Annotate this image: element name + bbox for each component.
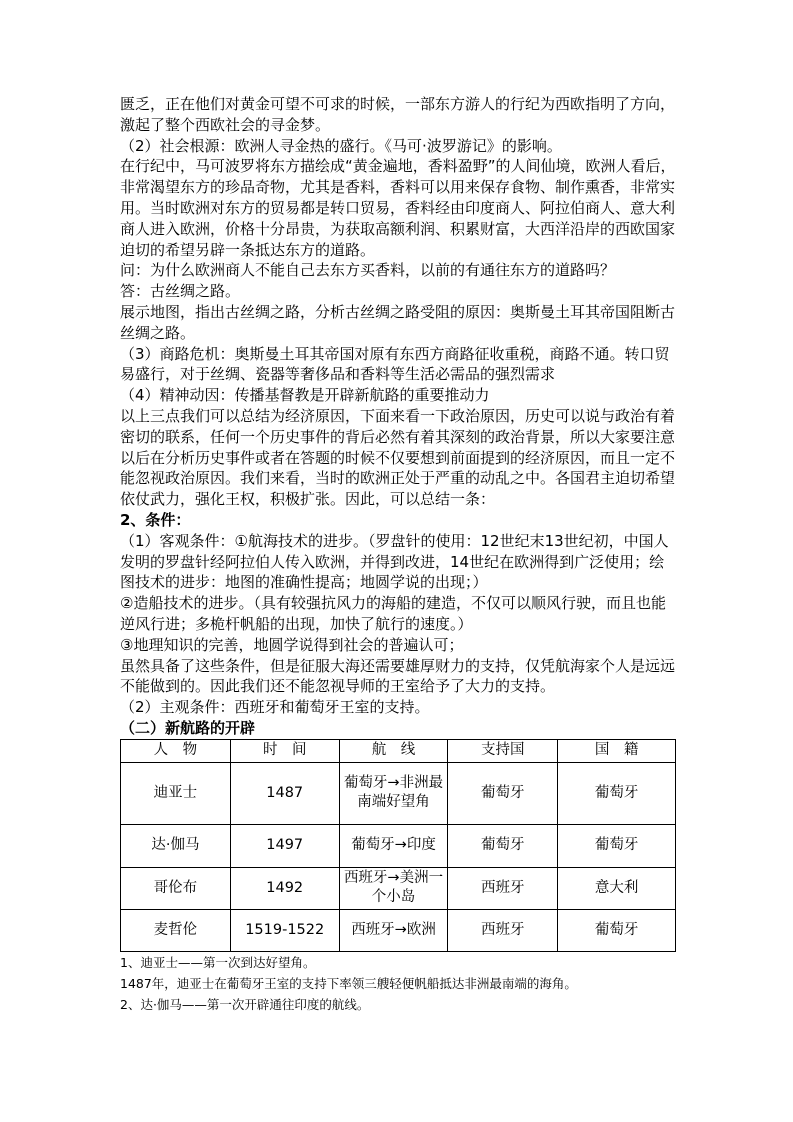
condition-paragraph: 虽然具备了这些条件，但是征服大海还需要雄厚财力的支持，仅凭航海家个人是远远不能做到的。因此我们还不能忽视导师的王室给予了大力的支持。 <box>120 656 676 696</box>
cell-nationality: 意大利 <box>558 867 676 909</box>
paragraph: 展示地图，指出古丝绸之路，分析古丝绸之路受阻的原因：奥斯曼土耳其帝国阻断古丝绸之路。 <box>120 302 676 342</box>
note-line: 1487年，迪亚士在葡萄牙王室的支持下率领三艘轻便帆船抵达非洲最南端的海角。 <box>120 975 577 991</box>
paragraph: （4）精神动因：传播基督教是开辟新航路的重要推动力 <box>120 386 490 405</box>
cell-nationality: 葡萄牙 <box>558 909 676 951</box>
cell-person: 迪亚士 <box>121 762 231 824</box>
cell-route: 葡萄牙→印度 <box>339 824 448 867</box>
cell-nationality: 葡萄牙 <box>558 824 676 867</box>
header-nationality: 国 籍 <box>558 739 676 762</box>
paragraph: （3）商路危机：奥斯曼土耳其帝国对原有东西方商路征收重税，商路不通。转口贸易盛行，对于丝绸、瓷器等奢侈品和香料等生活必需品的强烈需求 <box>120 344 670 384</box>
answer-paragraph: 答：古丝绸之路。 <box>120 282 241 301</box>
paragraph: 在行纪中，马可波罗将东方描绘成“黄金遍地，香料盈野”的人间仙境，欧洲人看后，非常渴望东方的珍品奇物，尤其是香料，香料可以用来保存食物、制作熏香，非常实用。当时欧洲对东方的贸易都是转口贸易，香料经由印度商人、阿拉伯商人、意大利商人进入欧洲，价格十分昂贵，为获取高额利润、积累财富，大西洋沿岸的西欧国家迫切的希望另辟一条抵达东方的道路。 <box>120 157 676 259</box>
cell-person: 哥伦布 <box>121 867 231 909</box>
cell-sponsor: 葡萄牙 <box>448 824 558 867</box>
voyages-table <box>120 739 676 952</box>
cell-sponsor: 西班牙 <box>448 909 558 951</box>
cell-route: 西班牙→欧洲 <box>339 909 448 951</box>
cell-time: 1487 <box>230 762 339 824</box>
cell-time: 1519-1522 <box>230 909 339 951</box>
document-body <box>120 94 676 1015</box>
note-line: 2、达·伽马——第一次开辟通往印度的航线。 <box>120 996 370 1012</box>
note-line: 1、迪亚士——第一次到达好望角。 <box>120 954 316 970</box>
condition-paragraph: ③地理知识的完善，地圆学说得到社会的普遍认可； <box>120 635 464 654</box>
cell-person: 麦哲伦 <box>121 909 231 951</box>
header-route: 航 线 <box>339 739 448 762</box>
condition-paragraph: （2）主观条件：西班牙和葡萄牙王室的支持。 <box>120 698 430 717</box>
cell-route: 葡萄牙→非洲最南端好望角 <box>339 762 448 824</box>
cell-nationality: 葡萄牙 <box>558 762 676 824</box>
question-paragraph: 问：为什么欧洲商人不能自己去东方买香料，以前的有通往东方的道路吗？ <box>120 261 616 280</box>
cell-person: 达·伽马 <box>121 824 231 867</box>
condition-paragraph: ②造船技术的进步。（具有较强抗风力的海船的建造，不仅可以顺风行驶，而且也能逆风行进；多桅杆帆船的出现，加快了航行的速度。） <box>120 594 666 633</box>
cell-time: 1492 <box>230 867 339 909</box>
cell-time: 1497 <box>230 824 339 867</box>
paragraph: 以上三点我们可以总结为经济原因，下面来看一下政治原因，历史可以说与政治有着密切的联系，任何一个历史事件的背后必然有着其深刻的政治背景，所以大家要注意以后在分析历史事件或者在答题的时候不仅要想到前面提到的经济原因，而且一定不能忽视政治原因。我们来看，当时的欧洲正处于严重的动乱之中。各国君主迫切希望依仗武力，强化王权，积极扩张。因此，可以总结一条： <box>120 406 676 509</box>
cell-route: 西班牙→美洲一个小岛 <box>339 867 448 909</box>
conditions-heading: 2、条件： <box>120 510 191 529</box>
header-sponsor: 支持国 <box>448 739 558 762</box>
cell-sponsor: 葡萄牙 <box>448 762 558 824</box>
section-heading: （二）新航路的开辟 <box>120 718 256 737</box>
table-row <box>121 824 676 867</box>
table-row <box>121 867 676 909</box>
condition-paragraph: （1）客观条件：①航海技术的进步。（罗盘针的使用：12世纪末13世纪初，中国人发明的罗盘针经阿拉伯人传入欧洲，并得到改进，14世纪在欧洲得到广泛使用；绘图技术的进步：地图的准确性提高；地圆学说的出现；） <box>120 531 669 592</box>
table-row <box>121 909 676 951</box>
header-person: 人 物 <box>121 739 231 762</box>
table-header-row <box>121 739 676 762</box>
paragraph: 匮乏，正在他们对黄金可望不可求的时候，一部东方游人的行纪为西欧指明了方向，激起了整个西欧社会的寻金梦。 <box>120 95 676 134</box>
cell-sponsor: 西班牙 <box>448 867 558 909</box>
table-row <box>121 762 676 824</box>
header-time: 时 间 <box>230 739 339 762</box>
paragraph: （2）社会根源：欧洲人寻金热的盛行。《马可·波罗游记》的影响。 <box>120 136 562 155</box>
